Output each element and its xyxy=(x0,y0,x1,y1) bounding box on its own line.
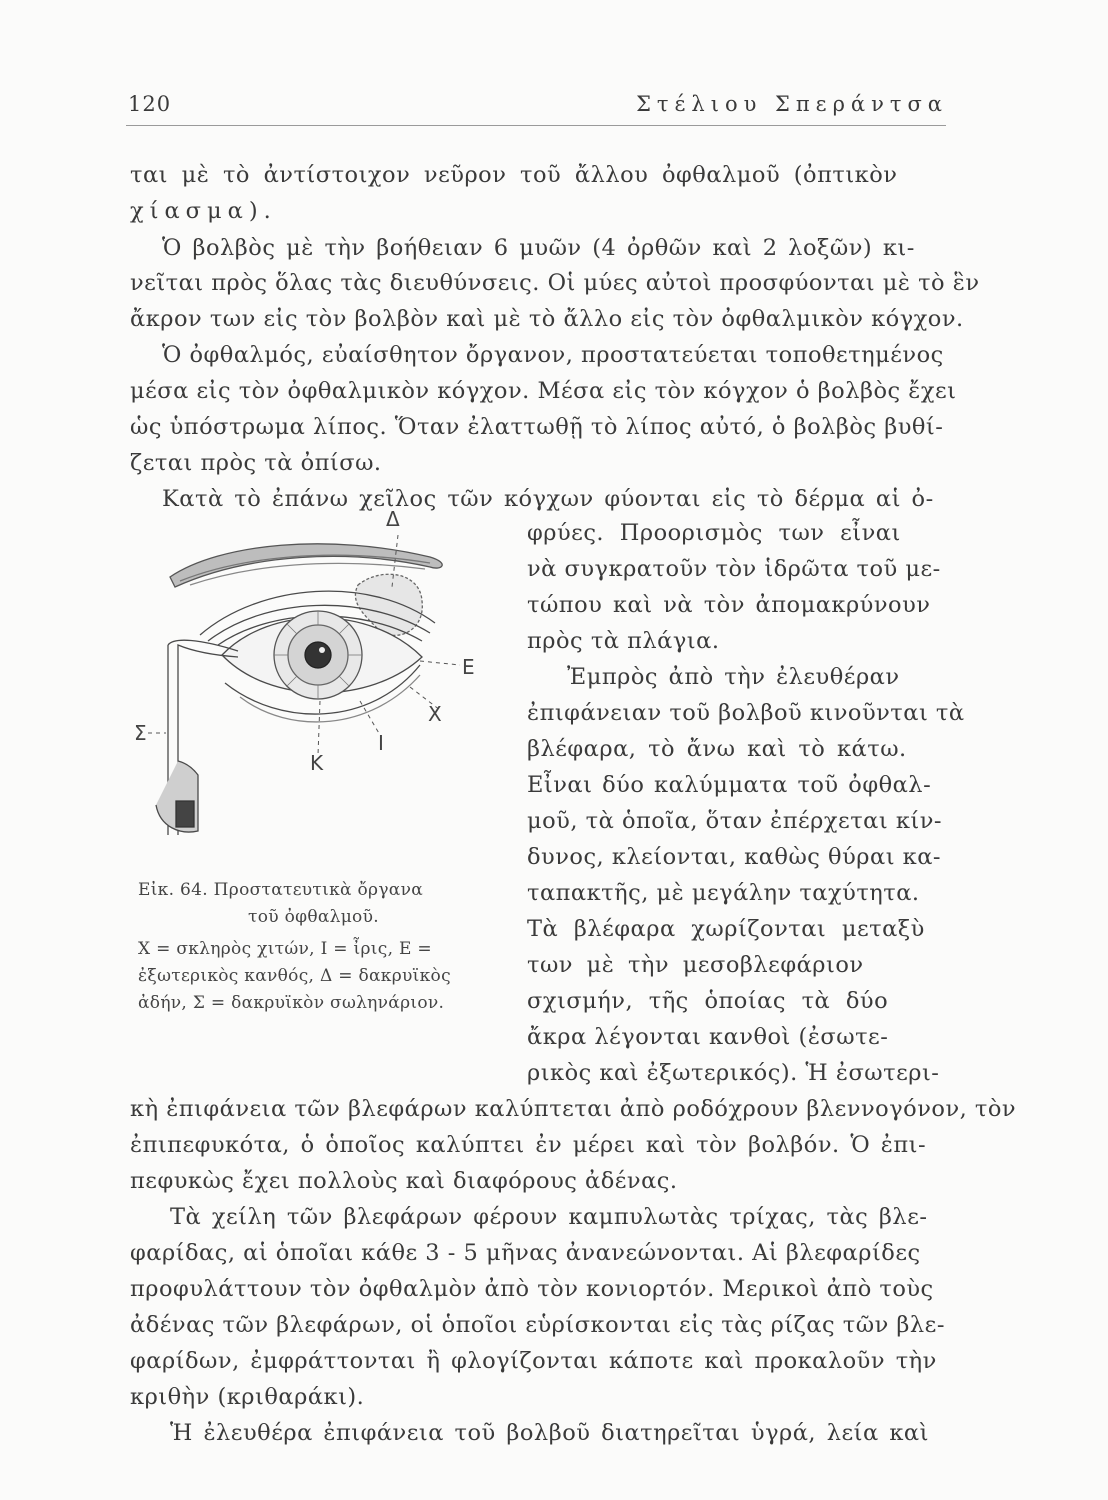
text-line: Ἐμπρὸς ἀπὸ τὴν ἐλευθέραν xyxy=(567,664,900,690)
text-line: προφυλάττουν τὸν ὀφθαλμὸν ἀπὸ τὸν κονιορτόν. Μερικοὶ ἀπὸ τοὺς xyxy=(130,1276,934,1302)
text-line: κριθὴν (κριθαράκι). xyxy=(130,1384,365,1410)
text-line: ζεται πρὸς τὰ ὀπίσω. xyxy=(130,450,382,476)
text-line: Τὰ χείλη τῶν βλεφάρων φέρουν καμπυλωτὰς τρίχας, τὰς βλε- xyxy=(170,1204,928,1230)
figure-label-x: X xyxy=(428,702,442,726)
caption-line: ἐξωτερικὸς κανθός, Δ = δακρυϊκὸς xyxy=(138,966,451,986)
text-line: Ἡ ἐλευθέρα ἐπιφάνεια τοῦ βολβοῦ διατηρεῖται ὑγρά, λεία καὶ xyxy=(170,1420,929,1446)
text-line: Κατὰ τὸ ἐπάνω χεῖλος τῶν κόγχων φύονται εἰς τὸ δέρμα αἱ ὀ- xyxy=(162,486,934,512)
figure-label-sigma: Σ xyxy=(134,721,147,745)
header-rule xyxy=(126,125,946,126)
text-line: ἐπιφάνειαν τοῦ βολβοῦ κινοῦνται τὰ xyxy=(527,700,965,726)
figure-label-e: E xyxy=(462,655,475,679)
caption-line: X = σκληρὸς χιτών, I = ἶρις, E = xyxy=(138,939,432,959)
figure-label-delta: Δ xyxy=(386,507,400,531)
text-line: νὰ συγκρατοῦν τὸν ἱδρῶτα τοῦ με- xyxy=(527,556,941,582)
text-line: των μὲ τὴν μεσοβλεφάριον xyxy=(527,952,864,978)
text-line: νεῖται πρὸς ὅλας τὰς διευθύνσεις. Οἱ μύες αὐτοὶ προσφύονται μὲ τὸ ἓν xyxy=(130,270,980,296)
text-line: Εἶναι δύο καλύμματα τοῦ ὀφθαλ- xyxy=(527,772,932,798)
caption-line: Εἰκ. 64. Προστατευτικὰ ὄργανα xyxy=(138,880,423,900)
text-line: ται μὲ τὸ ἀντίστοιχον νεῦρον τοῦ ἄλλου ὀφθαλμοῦ (ὀπτικὸν xyxy=(130,162,898,188)
figure-label-i: I xyxy=(378,731,384,755)
text-line: χίασμα). xyxy=(130,198,277,224)
text-line: φρύες. Προορισμὸς των εἶναι xyxy=(527,520,901,546)
text-line: ἀδένας τῶν βλεφάρων, οἱ ὁποῖοι εὑρίσκονται εἰς τὰς ρίζας τῶν βλε- xyxy=(130,1312,945,1338)
figure-label-k: K xyxy=(310,751,324,775)
text-line: ἄκρον των εἰς τὸν βολβὸν καὶ μὲ τὸ ἄλλο εἰς τὸν ὀφθαλμικὸν κόγχον. xyxy=(130,306,964,332)
text-line: Ὁ ὀφθαλμός, εὐαίσθητον ὄργανον, προστατεύεται τοποθετημένος xyxy=(162,342,944,368)
text-line: Ὁ βολβὸς μὲ τὴν βοήθειαν 6 μυῶν (4 ὀρθῶν καὶ 2 λοξῶν) κι- xyxy=(162,235,915,261)
text-line: δυνος, κλείονται, καθὼς θύραι κα- xyxy=(527,844,942,870)
text-line: πρὸς τὰ πλάγια. xyxy=(527,628,720,654)
text-line: τώπου καὶ νὰ τὸν ἀπομακρύνουν xyxy=(527,592,931,618)
text-line: βλέφαρα, τὸ ἄνω καὶ τὸ κάτω. xyxy=(527,736,907,762)
text-line: σχισμήν, τῆς ὁποίας τὰ δύο xyxy=(527,988,889,1014)
text-line: πεφυκὼς ἔχει πολλοὺς καὶ διαφόρους ἀδένας. xyxy=(130,1168,678,1194)
text-line: Τὰ βλέφαρα χωρίζονται μεταξὺ xyxy=(527,916,925,942)
figure-64 xyxy=(130,505,520,875)
caption-line: ἀδήν, Σ = δακρυϊκὸν σωληνάριον. xyxy=(138,993,445,1013)
text-line: μοῦ, τὰ ὁποῖα, ὅταν ἐπέρχεται κίν- xyxy=(527,808,942,834)
text-line: φαρίδας, αἱ ὁποῖαι κάθε 3 - 5 μῆνας ἀνανεώνονται. Αἱ βλεφαρίδες xyxy=(130,1240,921,1266)
text-line: ταπακτῆς, μὲ μεγάλην ταχύτητα. xyxy=(527,880,920,906)
page-number: 120 xyxy=(128,92,172,116)
text-line: κὴ ἐπιφάνεια τῶν βλεφάρων καλύπτεται ἀπὸ ροδόχρουν βλεννογόνον, τὸν xyxy=(130,1096,1017,1122)
eye-illustration xyxy=(130,505,520,875)
text-line: φαρίδων, ἐμφράττονται ἢ φλογίζονται κάποτε καὶ προκαλοῦν τὴν xyxy=(130,1348,937,1374)
text-line: ὡς ὑπόστρωμα λίπος. Ὅταν ἐλαττωθῇ τὸ λίπος αὐτό, ὁ βολβὸς βυθί- xyxy=(130,414,944,440)
text-line: ἄκρα λέγονται κανθοὶ (ἐσωτε- xyxy=(527,1024,889,1050)
caption-line: τοῦ ὀφθαλμοῦ. xyxy=(248,907,379,927)
text-line: ἐπιπεφυκότα, ὁ ὁποῖος καλύπτει ἐν μέρει καὶ τὸν βολβόν. Ὁ ἐπι- xyxy=(130,1132,927,1158)
text-line: μέσα εἰς τὸν ὀφθαλμικὸν κόγχον. Μέσα εἰς τὸν κόγχον ὁ βολβὸς ἔχει xyxy=(130,378,957,404)
running-head: Στέλιου Σπεράντσα xyxy=(636,92,948,116)
text-line: ρικὸς καὶ ἐξωτερικός). Ἡ ἐσωτερι- xyxy=(527,1060,940,1086)
